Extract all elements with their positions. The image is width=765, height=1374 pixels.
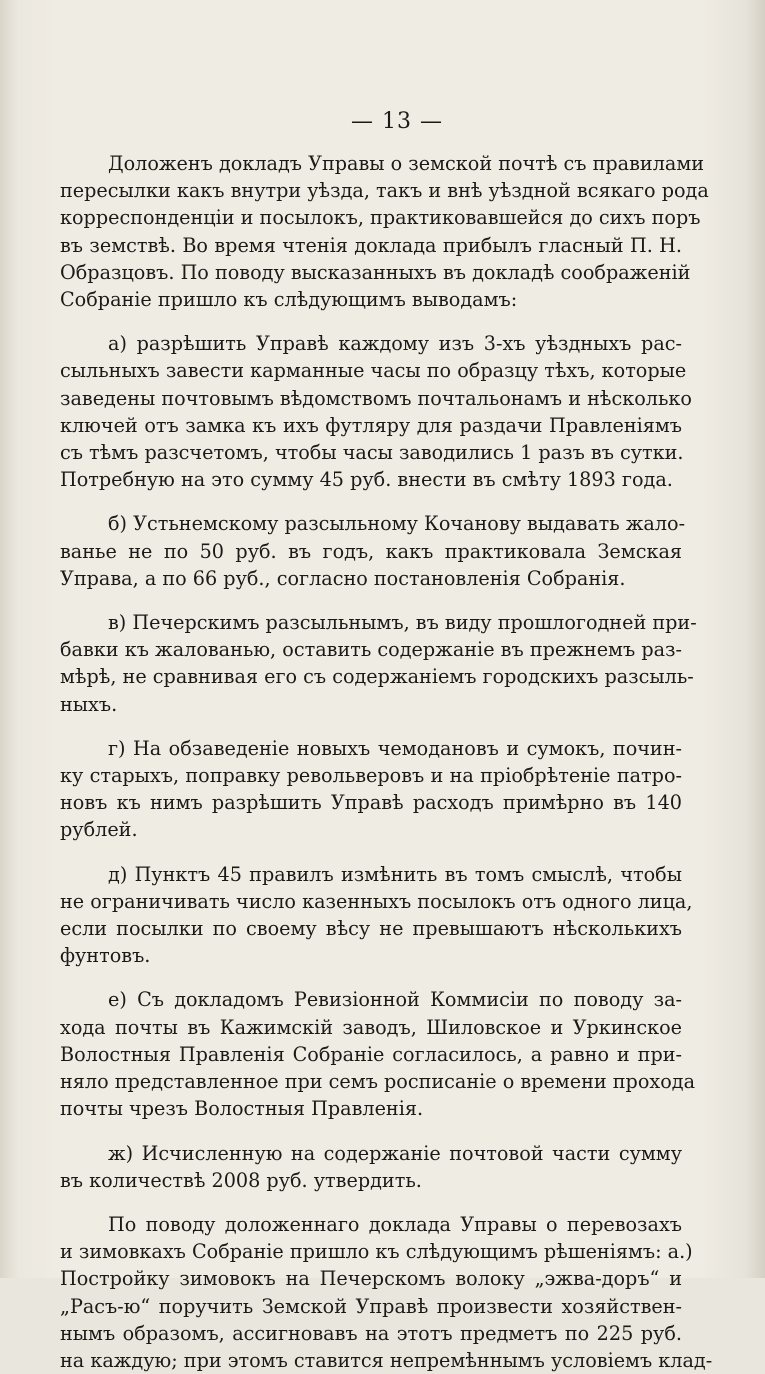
text-line: ныхъ. (60, 692, 118, 716)
text-line: почты чрезъ Волостныя Правленія. (60, 1097, 424, 1121)
page-number: — 13 — (351, 109, 443, 134)
text-line: не ограничивать число казенныхъ посылокъ отъ одного лица, (60, 889, 693, 913)
text-line: Собраніе пришло къ слѣдующимъ выводамъ: (60, 288, 518, 312)
paragraph-gap (60, 969, 682, 986)
paragraph-gap (60, 493, 682, 510)
text-line: сыльныхъ завести карманные часы по образцу тѣхъ, которые (60, 359, 687, 383)
text-line: фунтовъ. (60, 944, 151, 968)
text-line: бавки къ жалованью, оставить содержаніе въ прежнемъ раз- (60, 638, 682, 662)
text-line: ж) Исчисленную на содержаніе почтовой части сумму (108, 1141, 682, 1165)
text-line: е) Съ докладомъ Ревизіонной Коммисіи по поводу за- (108, 988, 682, 1012)
text-line: Потребную на это сумму 45 руб. внести въ смѣту 1893 года. (60, 468, 673, 492)
paragraph-item-a (60, 330, 692, 493)
paragraph-gap (60, 1194, 682, 1211)
text-line: Волостныя Правленія Собраніе согласилось, а равно и при- (60, 1042, 682, 1066)
paragraph-intro (60, 150, 709, 313)
text-line: съ тѣмъ разсчетомъ, чтобы часы заводились 1 разъ въ сутки. (60, 441, 684, 465)
paragraph-item-g (60, 735, 682, 844)
text-line: Управа, а по 66 руб., согласно постановленія Собранія. (60, 566, 626, 590)
text-line: в) Печерскимъ разсыльнымъ, въ виду прошлогодней при- (108, 611, 697, 635)
text-line: нымъ образомъ, ассигновавъ на этотъ предметъ по 225 руб. (60, 1321, 682, 1345)
text-line: корреспонденціи и посылокъ, практиковавшейся до сихъ поръ (60, 206, 701, 230)
paragraph-perevozy (60, 1211, 713, 1374)
text-line: въ земствѣ. Во время чтенія доклада прибылъ гласный П. Н. (60, 233, 682, 257)
text-line: няло представленное при семъ росписаніе о времени прохода (60, 1070, 696, 1094)
text-line: г) На обзаведеніе новыхъ чемодановъ и сумокъ, почин- (108, 736, 682, 760)
text-line: на каждую; при этомъ ставится непремѣннымъ условіемъ клад- (60, 1348, 713, 1372)
text-line: ку старыхъ, поправку револьверовъ и на пріобрѣтеніе патро- (60, 764, 682, 788)
paragraph-item-d (60, 861, 693, 970)
text-line: рублей. (60, 818, 138, 842)
text-line: „Расъ-ю“ поручить Земской Управѣ произвести хозяйствен- (60, 1294, 682, 1318)
text-line: въ количествѣ 2008 руб. утвердить. (60, 1168, 422, 1192)
text-line: Образцовъ. По поводу высказанныхъ въ докладѣ соображеній (60, 260, 691, 284)
page-text (60, 102, 713, 1374)
text-line: ванье не по 50 руб. въ годъ, какъ практиковала Земская (60, 539, 682, 563)
text-line: По поводу доложеннаго доклада Управы о перевозахъ (108, 1212, 682, 1236)
text-line: д) Пунктъ 45 правилъ измѣнить въ томъ смыслѣ, чтобы (108, 862, 682, 886)
body-text (60, 150, 713, 1374)
paragraph-item-zh (60, 1140, 682, 1194)
text-line: новъ къ нимъ разрѣшить Управѣ расходъ примѣрно въ 140 (60, 791, 682, 815)
text-line: б) Устьнемскому разсыльному Кочанову выдавать жало- (108, 512, 686, 536)
text-line: Постройку зимовокъ на Печерскомъ волоку „эжва-доръ“ и (60, 1267, 682, 1291)
paragraph-item-v (60, 609, 697, 718)
paragraph-gap (60, 718, 682, 735)
paragraph-item-e (60, 986, 696, 1122)
paragraph-gap (60, 1123, 682, 1140)
text-line: если посылки по своему вѣсу не превышаютъ нѣсколькихъ (60, 917, 682, 941)
paragraph-gap (60, 844, 682, 861)
paragraph-gap (60, 592, 682, 609)
text-line: ключей отъ замка къ ихъ футляру для раздачи Правленіямъ (60, 413, 682, 437)
paragraph-item-b (60, 510, 686, 592)
paragraph-gap (60, 313, 682, 330)
text-line: хода почты въ Кажимскій заводъ, Шиловское и Уркинское (60, 1015, 682, 1039)
text-line: мѣрѣ, не сравнивая его съ содержаніемъ городскихъ разсыль- (60, 665, 694, 689)
text-line: заведены почтовымъ вѣдомствомъ почтальонамъ и нѣсколько (60, 386, 692, 410)
text-line: пересылки какъ внутри уѣзда, такъ и внѣ уѣздной всякаго рода (60, 179, 709, 203)
text-line: и зимовкахъ Собраніе пришло къ слѣдующимъ рѣшеніямъ: а.) (60, 1240, 693, 1264)
text-line: Доложенъ докладъ Управы о земской почтѣ съ правилами (108, 152, 705, 175)
text-line: а) разрѣшить Управѣ каждому изъ 3-хъ уѣздныхъ рас- (108, 332, 682, 356)
